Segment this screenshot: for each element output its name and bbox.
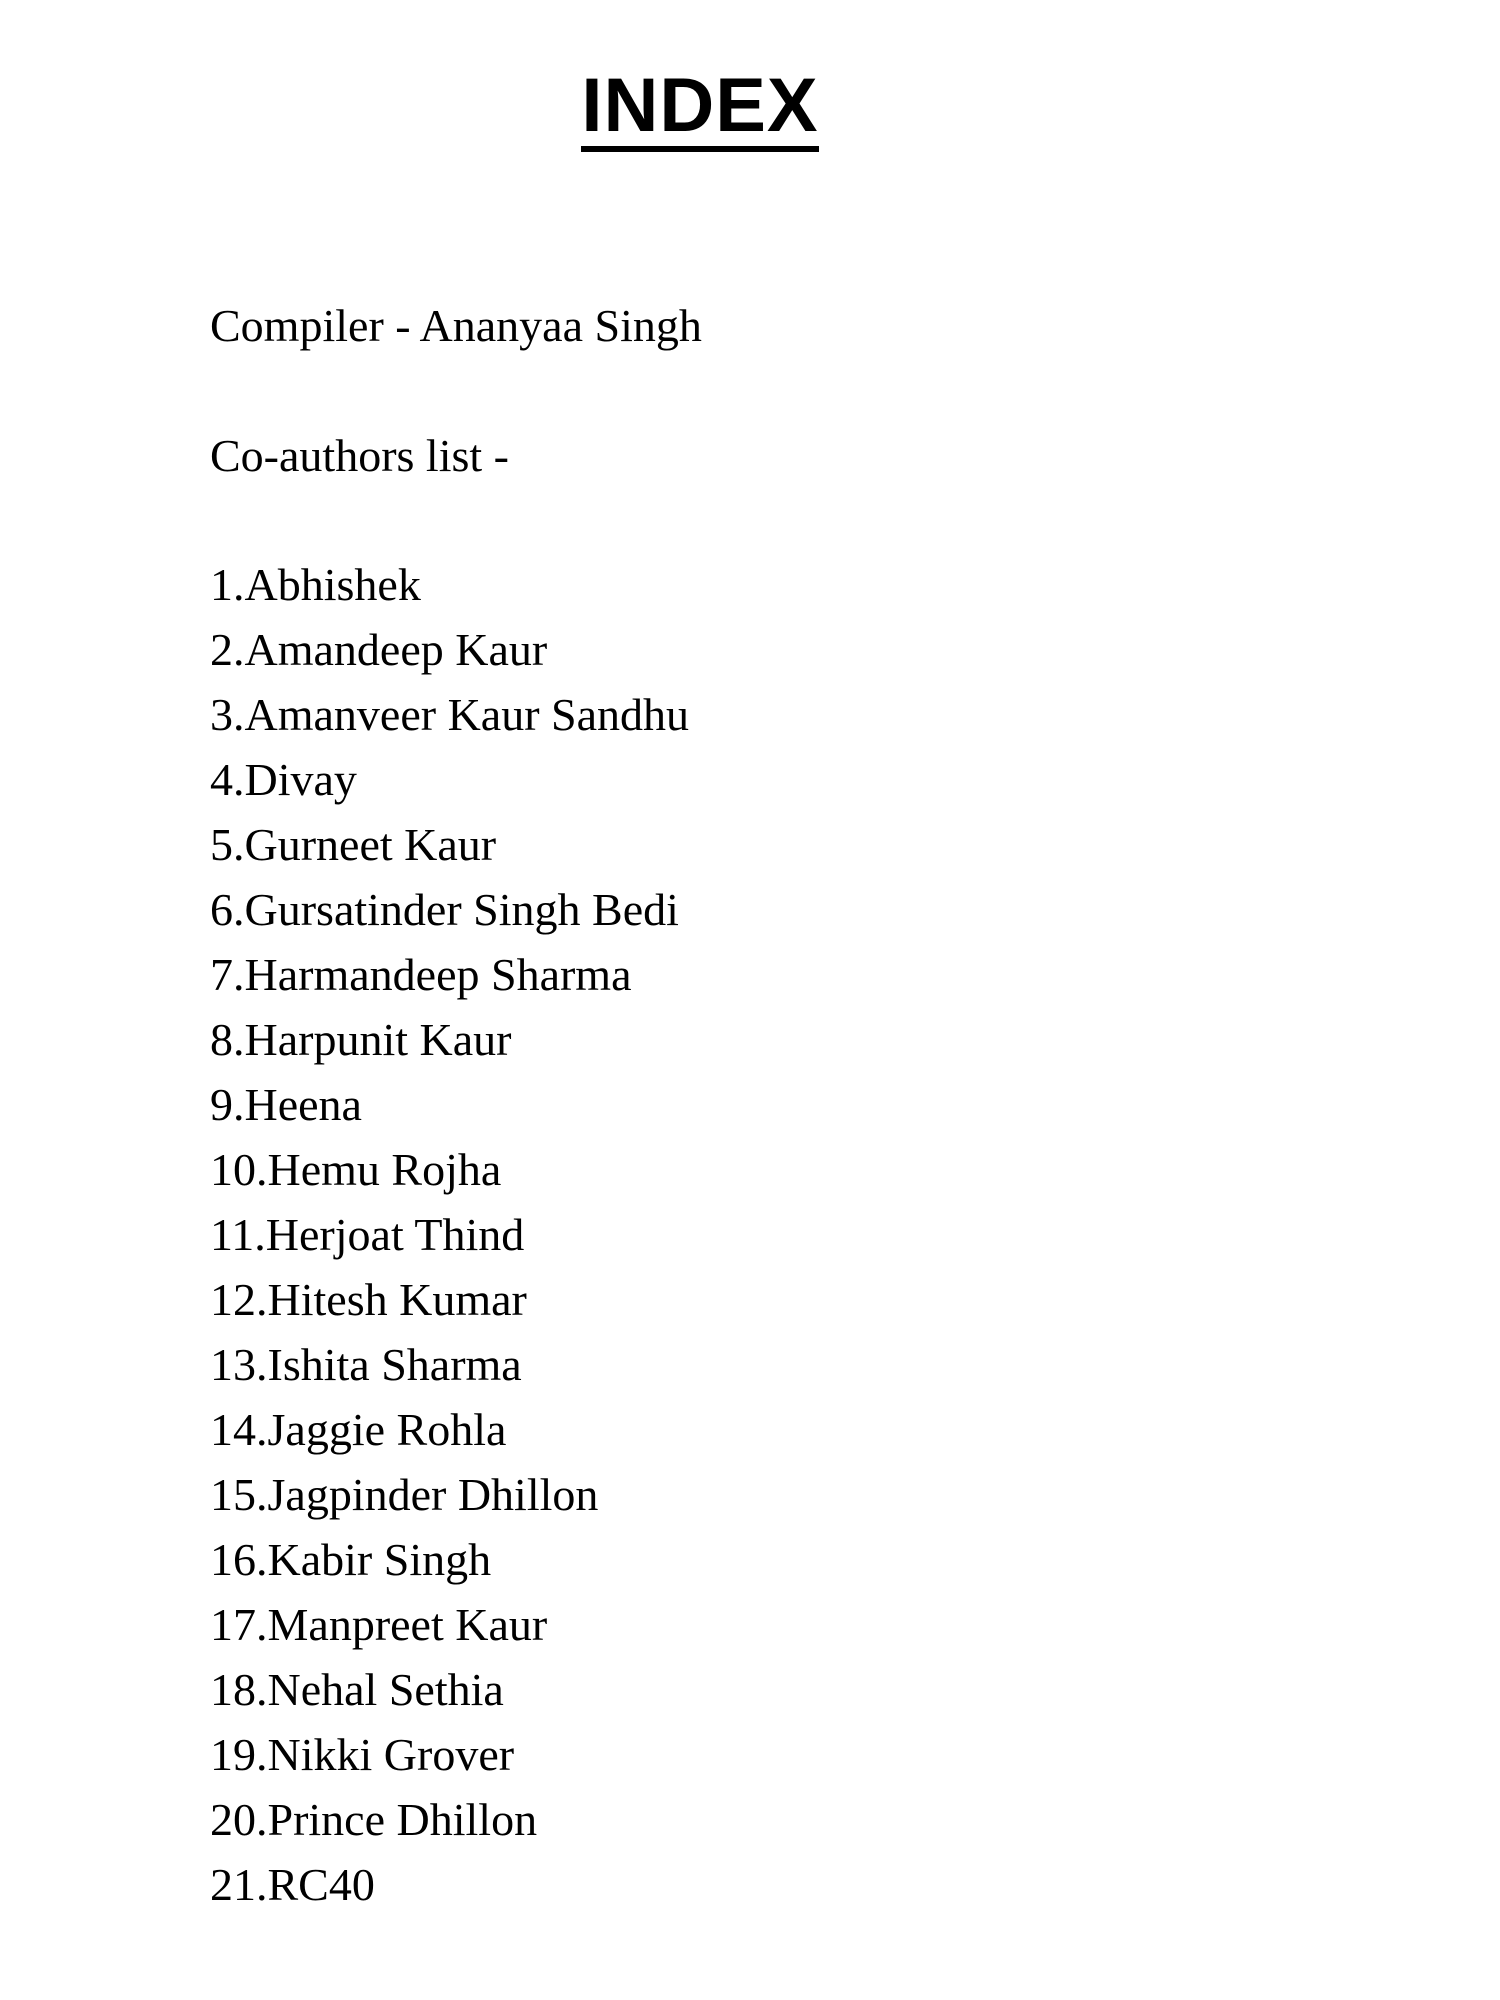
list-item: 21.RC40 [210, 1859, 375, 1910]
list-item: 9.Heena [210, 1079, 362, 1130]
list-item: 16.Kabir Singh [210, 1534, 492, 1585]
list-item: 15.Jagpinder Dhillon [210, 1469, 599, 1520]
coauthors-list [210, 559, 690, 1927]
list-item: 6.Gursatinder Singh Bedi [210, 884, 679, 935]
list-item: 13.Ishita Sharma [210, 1339, 522, 1390]
compiler-line: Compiler - Ananyaa Singh [210, 300, 702, 351]
list-item: 17.Manpreet Kaur [210, 1599, 548, 1650]
list-item: 5.Gurneet Kaur [210, 819, 497, 870]
list-item: 2.Amandeep Kaur [210, 624, 548, 675]
page-title [0, 63, 1400, 152]
list-item: 12.Hitesh Kumar [210, 1274, 527, 1325]
list-item: 14.Jaggie Rohla [210, 1404, 507, 1455]
list-item: 1.Abhishek [210, 559, 421, 610]
list-item: 3.Amanveer Kaur Sandhu [210, 689, 690, 740]
list-item: 10.Hemu Rojha [210, 1144, 502, 1195]
list-item: 19.Nikki Grover [210, 1729, 515, 1780]
list-item: 4.Divay [210, 754, 357, 805]
page-title-text: INDEX [581, 68, 818, 152]
list-item: 7.Harmandeep Sharma [210, 949, 632, 1000]
list-item: 20.Prince Dhillon [210, 1794, 538, 1845]
list-item: 18.Nehal Sethia [210, 1664, 504, 1715]
list-item: 11.Herjoat Thind [210, 1209, 525, 1260]
list-item: 8.Harpunit Kaur [210, 1014, 512, 1065]
coauthors-heading: Co-authors list - [210, 430, 509, 481]
